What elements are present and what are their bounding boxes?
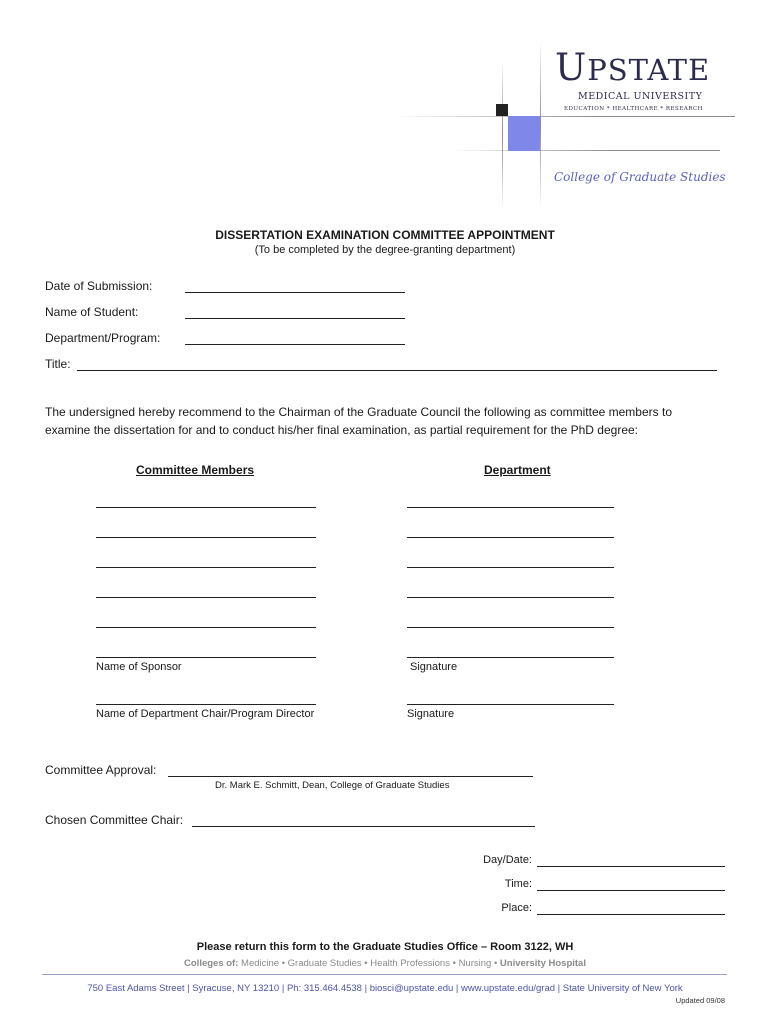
logo-rule-1: [390, 116, 735, 117]
chosen-chair-field[interactable]: [192, 826, 535, 827]
committee-approval-label: Committee Approval:: [45, 763, 157, 777]
separator: •: [281, 958, 286, 969]
logo-vrule-1: [502, 60, 503, 210]
sponsor-label: Name of Sponsor: [96, 661, 182, 673]
separator: •: [493, 958, 498, 969]
chair-signature-field[interactable]: [407, 704, 614, 705]
colleges-prefix: Colleges of: [184, 958, 236, 969]
day-date-field[interactable]: [537, 866, 725, 867]
logo-name-rest: PSTATE: [587, 53, 711, 87]
committee-approval-field[interactable]: [168, 776, 533, 777]
separator: •: [452, 958, 456, 969]
logo-wordmark: [555, 48, 710, 90]
upstate-logo: [390, 40, 735, 210]
date-of-submission-label: Date of Submission:: [45, 279, 153, 293]
department-field-3[interactable]: [407, 567, 614, 568]
form-subtitle: (To be completed by the degree-granting department): [254, 244, 516, 256]
footer-divider: [42, 974, 727, 975]
university-hospital: University Hospital: [499, 958, 586, 969]
college-nursing: Nursing: [458, 958, 492, 969]
logo-initial: U: [555, 46, 588, 89]
logo-tagline: EDUCATION * HEALTHCARE * RESEARCH: [564, 106, 703, 112]
sponsor-signature-label: Signature: [410, 661, 458, 673]
time-field[interactable]: [537, 890, 725, 891]
logo-vrule-2: [540, 40, 541, 210]
time-label: Time:: [504, 878, 532, 890]
department-field-4[interactable]: [407, 597, 614, 598]
department-program-field[interactable]: [185, 344, 405, 345]
form-title: DISSERTATION EXAMINATION COMMITTEE APPOINTMENT: [215, 228, 555, 242]
department-program-label: Department/Program:: [45, 331, 161, 345]
committee-member-field-2[interactable]: [96, 537, 316, 538]
name-of-student-field[interactable]: [185, 318, 405, 319]
contact-address: 750 East Adams Street | Syracuse, NY 13210 | Ph: 315.464.4538 | biosci@upstate.edu | www.upstate.edu/grad | State University of New York: [87, 983, 683, 994]
sponsor-name-field[interactable]: [96, 657, 316, 658]
place-field[interactable]: [537, 914, 725, 915]
chosen-chair-label: Chosen Committee Chair:: [45, 813, 184, 827]
committee-member-field-5[interactable]: [96, 627, 316, 628]
college-name: College of Graduate Studies: [554, 170, 726, 184]
title-field[interactable]: [77, 370, 717, 371]
colleges-line: Colleges of: Medicine • Graduate Studies • Health Professions • Nursing • University Hospital: [184, 958, 586, 969]
department-heading: Department: [484, 463, 551, 477]
committee-members-heading: Committee Members: [136, 463, 255, 477]
name-of-student-label: Name of Student:: [45, 305, 139, 319]
place-label: Place:: [501, 902, 532, 914]
title-label: Title:: [45, 357, 71, 371]
department-field-1[interactable]: [407, 507, 614, 508]
college-health-professions: Health Professions: [370, 958, 450, 969]
separator: •: [364, 958, 368, 969]
return-note: Please return this form to the Graduate Studies Office – Room 3122, WH: [196, 941, 574, 953]
logo-dark-square: [496, 104, 508, 116]
day-date-label: Day/Date:: [483, 854, 532, 866]
dean-caption: Dr. Mark E. Schmitt, Dean, College of Graduate Studies: [215, 780, 450, 791]
intro-line-2: examine the dissertation for and to conduct his/her final examination, as partial requirement for the PhD degree:: [45, 423, 638, 437]
updated-date: Updated 09/08: [675, 996, 725, 1005]
logo-line2: MEDICAL UNIVERSITY: [578, 91, 703, 102]
college-graduate-studies: Graduate Studies: [287, 958, 362, 969]
chair-signature-label: Signature: [407, 708, 455, 720]
chair-label: Name of Department Chair/Program Director: [96, 708, 315, 720]
committee-member-field-1[interactable]: [96, 507, 316, 508]
committee-member-field-3[interactable]: [96, 567, 316, 568]
sponsor-signature-field[interactable]: [407, 657, 614, 658]
department-field-5[interactable]: [407, 627, 614, 628]
chair-name-field[interactable]: [96, 704, 316, 705]
logo-rule-2: [450, 150, 720, 151]
college-medicine: Medicine: [241, 958, 280, 969]
date-of-submission-field[interactable]: [185, 292, 405, 293]
department-field-2[interactable]: [407, 537, 614, 538]
committee-member-field-4[interactable]: [96, 597, 316, 598]
logo-blue-square: [508, 116, 540, 151]
intro-line-1: The undersigned hereby recommend to the Chairman of the Graduate Council the following as committee members to: [45, 405, 672, 419]
